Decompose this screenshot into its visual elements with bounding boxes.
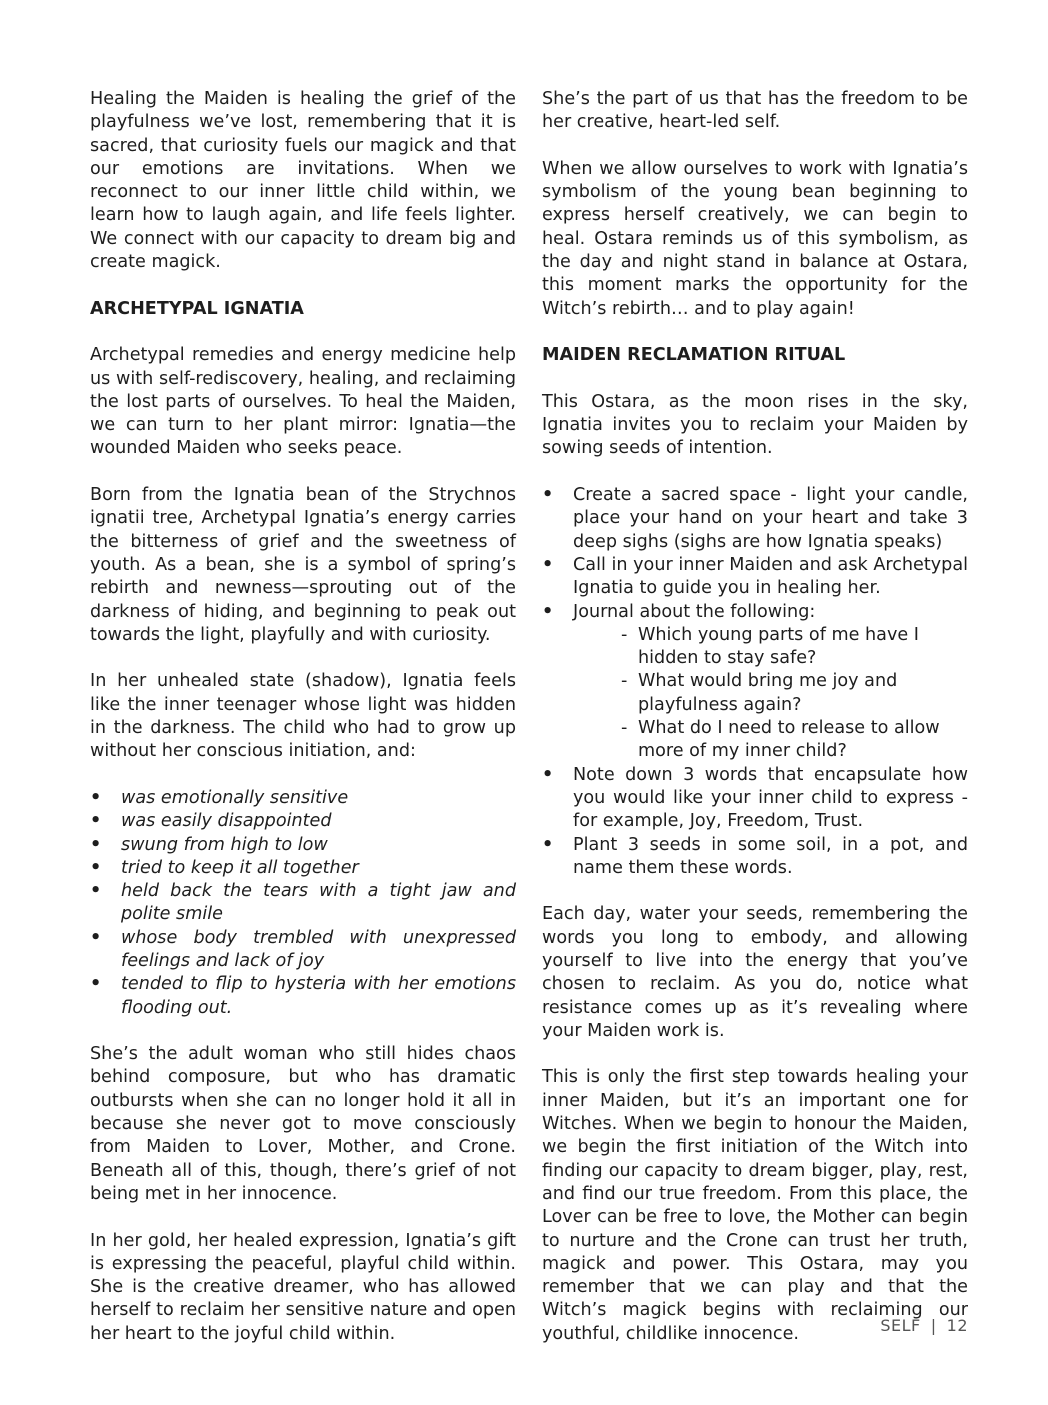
ignatia-bean-paragraph: Born from the Ignatia bean of the Strychnos ignatii tree, Archetypal Ignatia’s energy carries the bitterness of grief and the sweetness of youth. As a bean, she is a symbol of spring’s rebirth and newness—sprouting out of the darkness of hiding, and beginning to peak out towards the light, playfully and with curiosity. [90,485,516,645]
list-item: • swung from high to low [90,834,516,857]
list-item: • whose body trembled with unexpressed feelings and lack of joy [90,927,516,974]
freedom-paragraph: She’s the part of us that has the freedom to be her creative, heart-led self. [542,89,968,133]
heading-archetypal-ignatia: ARCHETYPAL IGNATIA [90,298,304,319]
adult-woman-paragraph: She’s the adult woman who still hides chaos behind composure, but who has dramatic outbursts when she can no longer hold it all in because she never got to move consciously from Maiden to Lover, Mother, and Crone. Beneath all of this, though, there’s grief of not being met in her innocence. [90,1044,516,1204]
list-item [542,601,968,764]
list-item: • was emotionally sensitive [90,787,516,810]
closing-paragraph: This is only the first step towards healing your inner Maiden, but it’s an important one for Witches. When we begin to honour the Maiden, we begin the first initiation of the Witch into finding our capacity to dream bigger, play, rest, and find our true freedom. From this place, the Lover can be free to love, the Mother can begin to nurture and the Crone can trust her truth, magick and power. This Ostara, may you remember that we can play and that the Witch’s magick begins with reclaiming our youthful, childlike innocence. [542,1067,968,1344]
right-column [542,88,968,1369]
ritual-steps-list [542,484,968,880]
footer-separator: | [930,1316,937,1335]
section-label: SELF [880,1316,921,1335]
gold-paragraph: In her gold, her healed expression, Ignatia’s gift is expressing the peaceful, playful child within. She is the creative dreamer, who has allowed herself to reclaim her sensitive nature and open her heart to the joyful child within. [90,1230,516,1344]
ritual-intro-paragraph: This Ostara, as the moon rises in the sky, Ignatia invites you to reclaim your Maiden by sowing seeds of intention. [542,391,968,459]
water-seeds-paragraph: Each day, water your seeds, remembering the words you long to embody, and allowing yourself to live into the energy that you’ve chosen to reclaim. As you do, notice what resistance comes up as it’s revealing where your Maiden work is. [542,904,968,1041]
heading-maiden-reclamation-ritual: MAIDEN RECLAMATION RITUAL [542,345,846,366]
symbolism-paragraph: When we allow ourselves to work with Ignatia’s symbolism of the young bean beginning to express herself creatively, we can begin to heal. Ostara reminds us of this symbolism, as the day and night stand in balance at Ostara, this moment marks the opportunity for the Witch’s rebirth… and to play again! [542,158,968,319]
remedies-paragraph: Archetypal remedies and energy medicine help us with self-rediscovery, healing, and reclaiming the lost parts of ourselves. To heal the Maiden, we can turn to her plant mirror: Ignatia—the wounded Maiden who seeks peace. [90,345,516,459]
shadow-traits-list [90,787,516,1020]
journal-step-label: Journal about the following: [573,601,816,622]
list-item: • held back the tears with a tight jaw and polite smile [90,880,516,927]
page-number: 12 [946,1316,968,1335]
list-item: • tried to keep it all together [90,857,516,880]
journal-prompts-list [573,624,968,764]
list-item: • Plant 3 seeds in some soil, in a pot, and name them these words. [542,834,968,881]
list-item: • tended to flip to hysteria with her emotions flooding out. [90,973,516,1020]
list-item: • Call in your inner Maiden and ask Archetypal Ignatia to guide you in healing her. [542,554,968,601]
list-item: - Which young parts of me have I hidden to stay safe? [621,624,968,671]
list-item: - What would bring me joy and playfulness again? [621,670,968,717]
list-item: - What do I need to release to allow more of my inner child? [621,717,968,764]
page-footer [880,1316,968,1335]
list-item: • Note down 3 words that encapsulate how you would like your inner child to express - for example, Joy, Freedom, Trust. [542,764,968,834]
intro-paragraph: Healing the Maiden is healing the grief of the playfulness we’ve lost, remembering that it is sacred, that curiosity fuels our magick and that our emotions are invitations. When we reconnect to our inner little child within, we learn how to laugh again, and life feels lighter. We connect with our capacity to dream big and create magick. [90,89,516,273]
left-column [90,88,516,1369]
list-item: • Create a sacred space - light your candle, place your hand on your heart and take 3 deep sighs (sighs are how Ignatia speaks) [542,484,968,554]
list-item: • was easily disappointed [90,810,516,833]
shadow-paragraph: In her unhealed state (shadow), Ignatia feels like the inner teenager whose light was hidden in the darkness. The child who had to grow up without her conscious initiation, and: [90,671,516,762]
